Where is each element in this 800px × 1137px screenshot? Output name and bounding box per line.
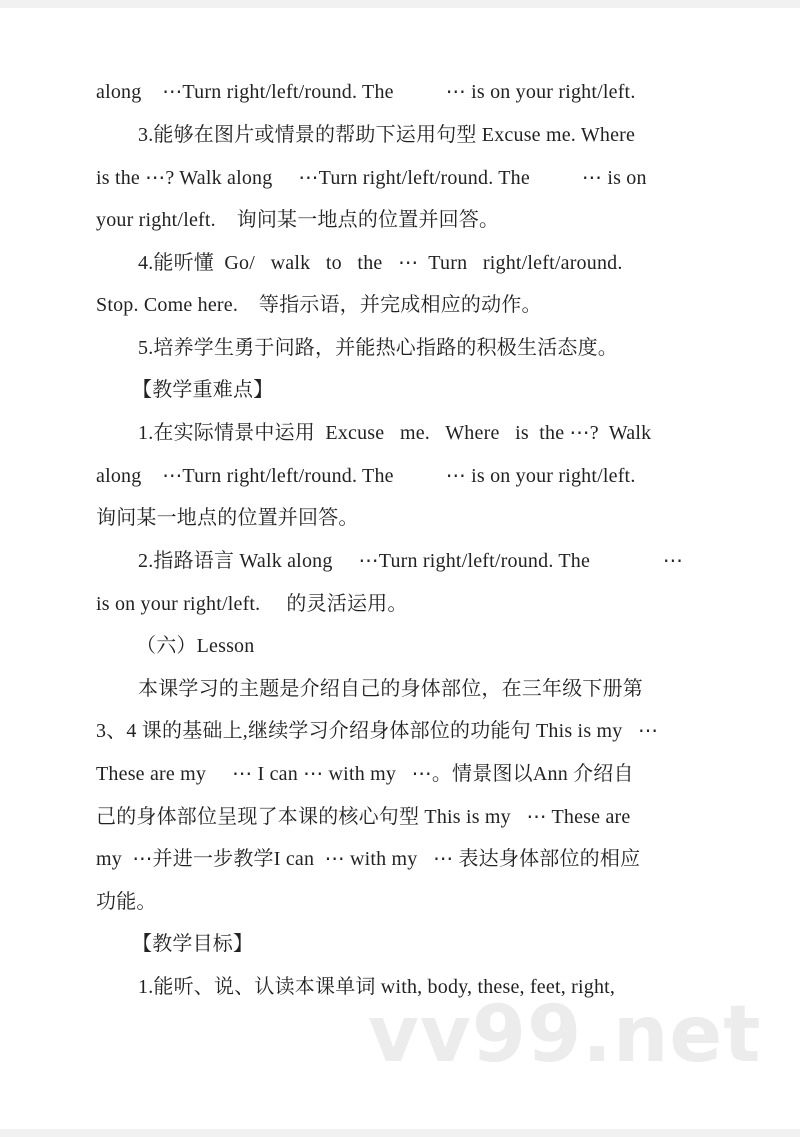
- text-line: is the ⋯? Walk along ⋯Turn right/left/round. The ⋯ is on: [96, 167, 647, 189]
- text-line: my ⋯并进一步教学I can ⋯ with my ⋯ 表达身体部位的相应: [96, 848, 641, 870]
- section-heading: （六）Lesson: [136, 635, 255, 657]
- text-line: 3.能够在图片或情景的帮助下运用句型 Excuse me. Where: [138, 124, 636, 146]
- text-line: 功能。: [96, 891, 157, 913]
- text-line: Stop. Come here. 等指示语，并完成相应的动作。: [96, 294, 542, 316]
- text-line: 询问某一地点的位置并回答。: [96, 507, 359, 529]
- section-heading: 【教学重难点】: [132, 379, 274, 401]
- text-line: 3、4 课的基础上,继续学习介绍身体部位的功能句 This is my ⋯: [96, 720, 659, 742]
- text-line: 1.能听、说、认读本课单词 with, body, these, feet, right,: [138, 976, 616, 998]
- text-line: your right/left. 询问某一地点的位置并回答。: [96, 209, 500, 231]
- text-line: 己的身体部位呈现了本课的核心句型 This is my ⋯ These are: [96, 806, 631, 828]
- text-line: along ⋯Turn right/left/round. The ⋯ is on your right/left.: [96, 81, 636, 103]
- watermark: vv99.net: [368, 990, 762, 1080]
- text-line: 2.指路语言 Walk along ⋯Turn right/left/round. The ⋯: [138, 550, 684, 572]
- text-line: These are my ⋯ I can ⋯ with my ⋯。情景图以Ann 介绍自: [96, 763, 634, 785]
- text-line: 4.能听懂 Go/ walk to the ⋯ Turn right/left/around.: [138, 252, 623, 274]
- page-bottom-edge: [0, 1129, 800, 1137]
- page-top-edge: [0, 0, 800, 8]
- section-heading: 【教学目标】: [132, 933, 254, 955]
- text-line: 1.在实际情景中运用 Excuse me. Where is the ⋯? Walk: [138, 422, 652, 444]
- text-line: along ⋯Turn right/left/round. The ⋯ is on your right/left.: [96, 465, 636, 487]
- text-line: 本课学习的主题是介绍自己的身体部位，在三年级下册第: [138, 678, 643, 700]
- text-line: 5.培养学生勇于问路，并能热心指路的积极生活态度。: [138, 337, 618, 359]
- text-line: is on your right/left. 的灵活运用。: [96, 593, 408, 615]
